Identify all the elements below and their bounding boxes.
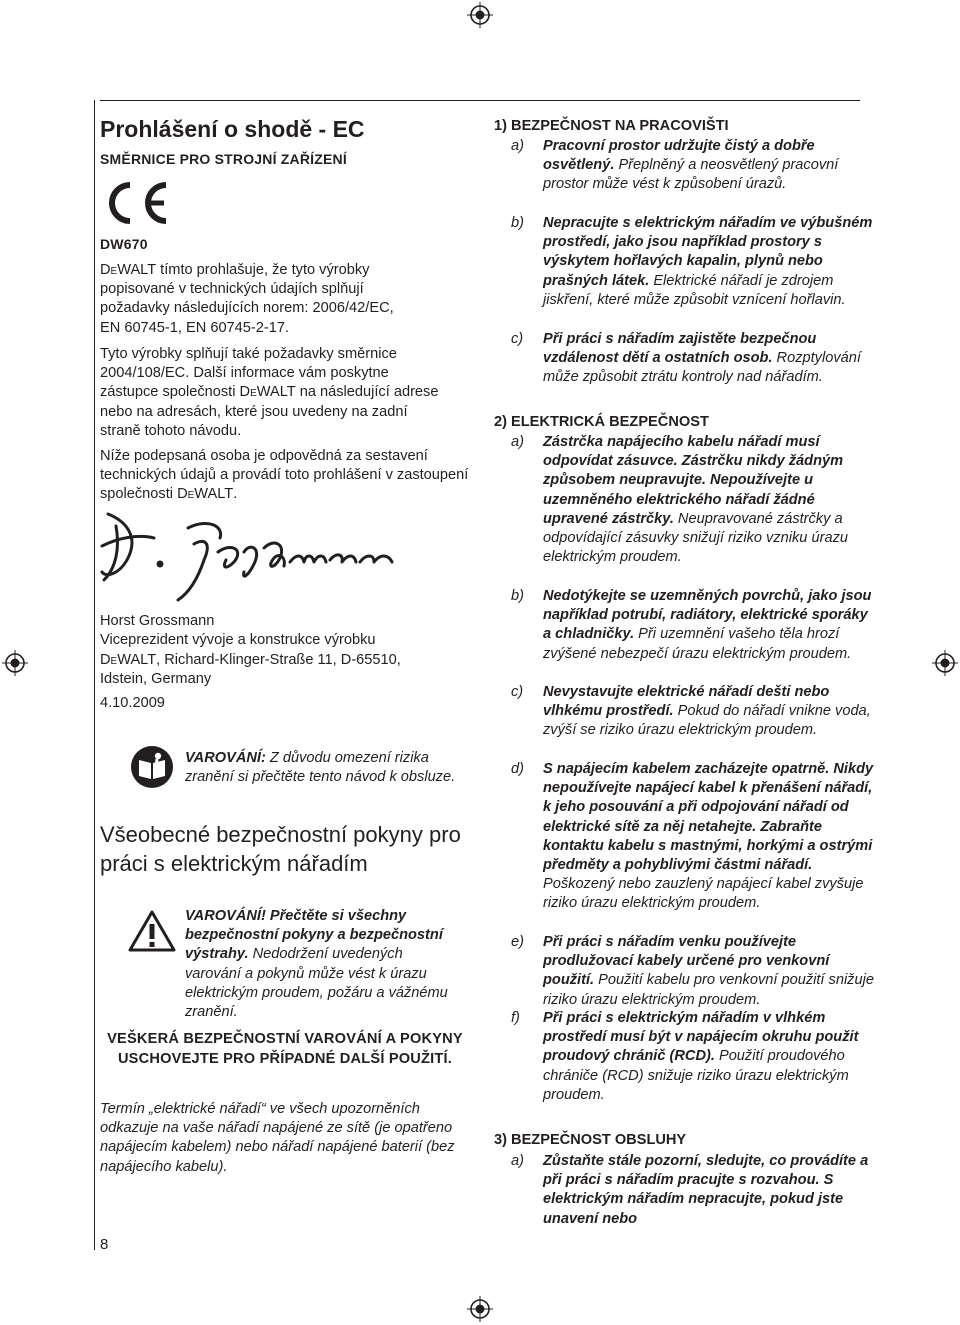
read-manual-warning: VAROVÁNÍ: Z důvodu omezení rizika zranění si přečtěte tento návod k obsluze.: [185, 750, 456, 786]
responsibility-paragraph: Níže podepsaná osoba je odpovědná za sestavení technických údajů a provádí toto prohlášení v zastoupení společnosti DeWALT.: [100, 448, 469, 503]
registration-mark-icon: [932, 650, 958, 676]
list-item: d) S napájecím kabelem zacházejte opatrně. Nikdy nepoužívejte napájecí kabel k přenášení nářadí, k jeho posouvání a při odpojování nářadí od elektrické sítě za něj netahejte. Zabraňte kontaktu kabelu s mastnými, horkými a ostrými předměty a pohyblivými částmi nářadí. Poškozený nebo zauzlený napájecí kabel zvyšuje riziko úrazu elektrickým proudem.: [511, 761, 874, 912]
signer-name: Horst Grossmann: [100, 613, 215, 629]
page-number: 8: [100, 1236, 109, 1253]
section-personal-safety-title: 3) BEZPEČNOST OBSLUHY: [494, 1132, 687, 1148]
section-work-area-title: 1) BEZPEČNOST NA PRACOVIŠTI: [494, 118, 729, 134]
section-electrical-title: 2) ELEKTRICKÁ BEZPEČNOST: [494, 414, 709, 430]
signer-address: DeWALT, Richard-Klinger-Straße 11, D-65510,: [100, 652, 401, 668]
declaration-date: 4.10.2009: [100, 695, 165, 711]
declaration-title: Prohlášení o shodě - EC: [100, 116, 365, 142]
list-item: a) Zůstaňte stále pozorní, sledujte, co provádíte a při práci s nářadím pracujte s rozvahou. S elektrickým nářadím nepracujte, pokud jste unavení nebo: [511, 1153, 869, 1227]
list-item: c) Nevystavujte elektrické nářadí dešti nebo vlhkému prostředí. Pokud do nářadí vnikne voda, zvýší se riziko úrazu elektrickým proudem.: [511, 684, 871, 739]
registration-mark-icon: [467, 1296, 493, 1322]
ce-mark-icon: [100, 179, 172, 227]
list-item: c) Při práci s nářadím zajistěte bezpečnou vzdálenost dětí a ostatních osob. Rozptylování může způsobit ztrátu kontroly nad nářadím.: [511, 331, 861, 386]
signer-city: Idstein, Germany: [100, 671, 212, 687]
signer-title: Viceprezident vývoje a konstrukce výrobku: [100, 632, 376, 648]
list-item: a) Pracovní prostor udržujte čistý a dobře osvětlený. Přeplněný a neosvětlený pracovní prostor může vést k způsobení úrazů.: [511, 138, 839, 193]
safety-heading: Všeobecné bezpečnostní pokyny pro práci s elektrickým nářadím: [100, 822, 461, 876]
list-item: b) Nepracujte s elektrickým nářadím ve výbušném prostředí, jako jsou například prostory s výskytem hořlavých kapalin, plynů nebo prašných látek. Elektrické nářadí je zdrojem jiskření, které může způsobit vznícení hořlavin.: [511, 215, 873, 308]
read-manual-icon: [130, 745, 174, 789]
list-item: e) Při práci s nářadím venku používejte prodlužovací kabely určené pro venkovní použití. Použití kabelu pro venkovní použití snižuje riziko úrazu elektrickým proudem.: [511, 934, 874, 1008]
list-item: a) Zástrčka napájecího kabelu nářadí musí odpovídat zásuvce. Zástrčku nikdy žádným způsobem neupravujte. Nepoužívejte u uzemněného elektrického nářadí žádné upravené zástrčky. Neupravované zástrčky a odpovídající zásuvky snižují riziko vzniku úrazu elektrickým proudem.: [511, 434, 848, 566]
brand-name: DeWALT: [100, 262, 157, 278]
warning-triangle-icon: [128, 910, 176, 952]
model-number: DW670: [100, 236, 148, 252]
directive-subtitle: SMĚRNICE PRO STROJNÍ ZAŘÍZENÍ: [100, 151, 347, 167]
header-rule: [100, 100, 860, 101]
margin-rule: [94, 100, 95, 1250]
list-item: b) Nedotýkejte se uzemněných povrchů, jako jsou například potrubí, radiátory, elektrické sporáky a chladničky. Při uzemnění vašeho těla hrozí zvýšené nebezpečí úrazu elektrickým proudem.: [511, 588, 872, 662]
registration-mark-icon: [2, 650, 28, 676]
registration-mark-icon: [467, 2, 493, 28]
emc-paragraph: Tyto výrobky splňují také požadavky směrnice 2004/108/EC. Další informace vám poskytne zástupce společnosti DeWALT na následující adrese nebo na adresách, které jsou uvedeny na zadní straně tohoto návodu.: [100, 346, 439, 439]
signature-image: [98, 508, 398, 608]
list-item: f) Při práci s elektrickým nářadím v vlhkém prostředí musí být v napájecím okruhu použit proudový chránič (RCD). Použití proudového chrániče (RCD) snižuje riziko úrazu elektrickým proudem.: [511, 1010, 859, 1103]
declaration-paragraph: DeWALT tímto prohlašuje, že tyto výrobky popisované v technických údajích splňují požadavky následujících norem: 2006/42/EC, EN 60745-1, EN 60745-2-17.: [100, 262, 394, 336]
general-warning: VAROVÁNÍ! Přečtěte si všechny bezpečnostní pokyny a bezpečnostní výstrahy. Nedodržení uvedených varování a pokynů může vést k úrazu elektrickým proudem, požáru a vážnému zranění.: [185, 908, 448, 1021]
keep-instructions-notice: VEŠKERÁ BEZPEČNOSTNÍ VAROVÁNÍ A POKYNY USCHOVEJTE PRO PŘÍPADNÉ DALŠÍ POUŽITÍ.: [107, 1031, 463, 1067]
power-tool-term-note: Termín „elektrické nářadí“ ve všech upozorněních odkazuje na vaše nářadí napájené ze sítě (je opatřeno napájecím kabelem) nebo nářadí napájené baterií (bez napájecího kabelu).: [100, 1101, 455, 1175]
